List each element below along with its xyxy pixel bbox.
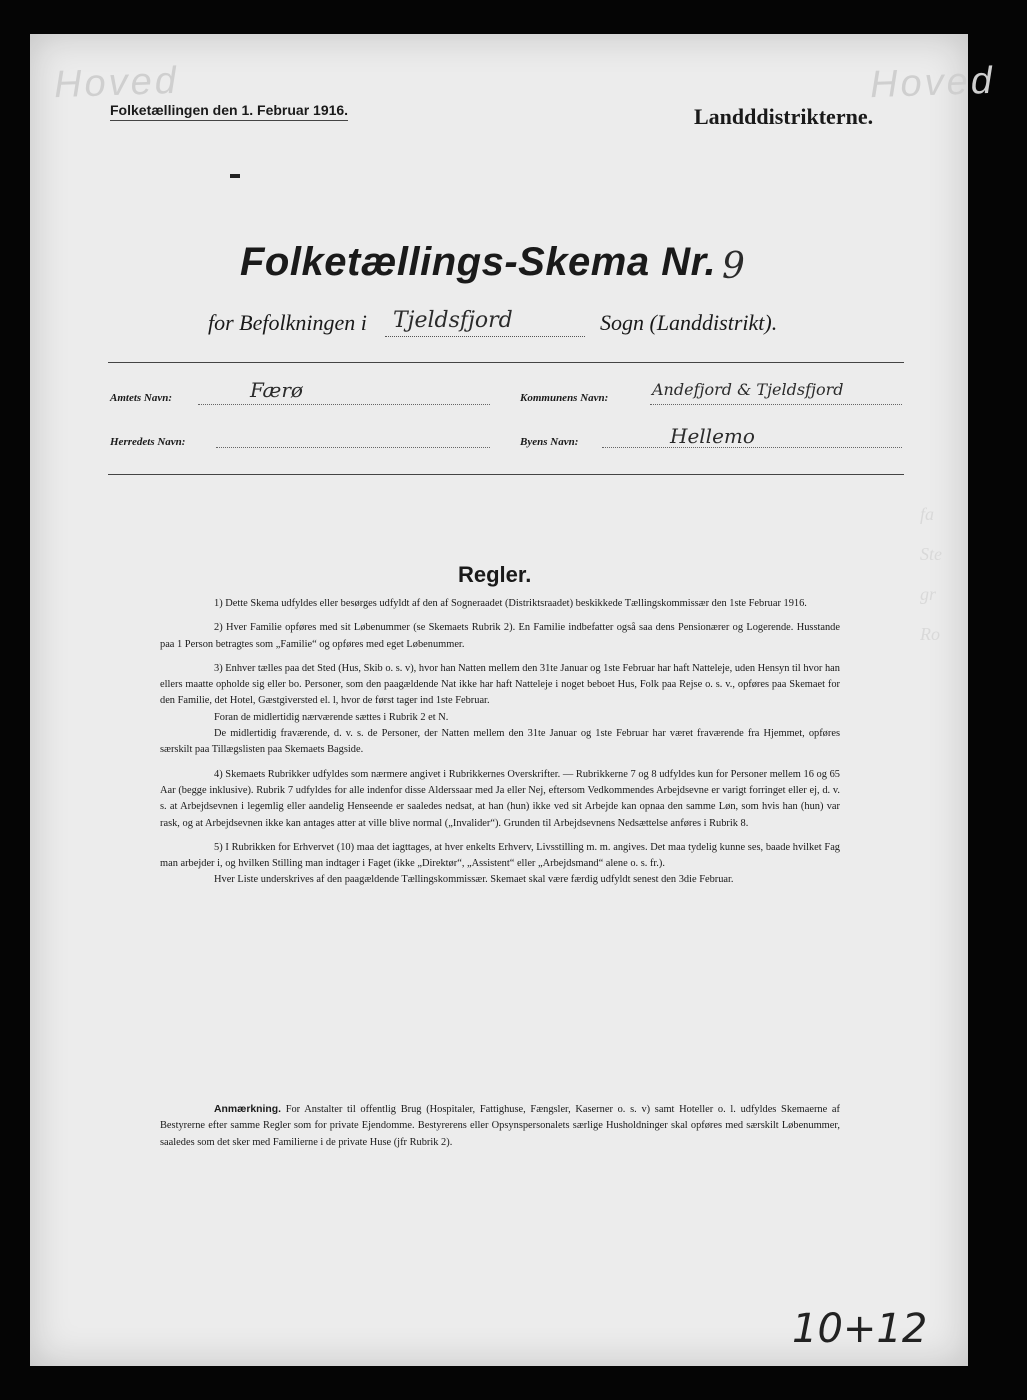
by-label: Byens Navn: xyxy=(520,436,579,448)
herred-label: Herredets Navn: xyxy=(110,436,186,448)
ghost-bleedthrough-text: Hoved xyxy=(53,59,180,107)
kommune-value: Andefjord & Tjeldsfjord xyxy=(652,380,844,399)
rule-signature: Hver Liste underskrives af den paagældende Tællingskommissær. Skemaet skal være færdig udfyldt senest den 3die Februar. xyxy=(214,874,734,886)
parish-field xyxy=(385,310,585,337)
remark-paragraph xyxy=(160,1102,840,1151)
rule-3-note-absent: De midlertidig fraværende, d. v. s. de Personer, der Natten mellem den 31te Januar og 1ste Februar har været fraværende fra Hjemmet, opføres særskilt paa Tillægslisten paa Skemaets Bagside. xyxy=(160,728,840,756)
subtitle-after: Sogn (Landdistrikt). xyxy=(600,310,778,335)
ghost-bleedthrough-text-right: Hoved xyxy=(869,59,996,107)
rule-5: 5) I Rubrikken for Erhvervet (10) maa det iagttages, at hver enkelts Erhverv, Livsstilling m. m. angives. Det maa tydelig kunne ses, baade hvilket Fag man arbejder i, og hvilken Stilling man indtager i Faget (ikke „Direktør“, „Assistent“ eller „Arbejdsmand“ alene o. s. fr.). xyxy=(160,841,840,870)
district-type: Landddistrikterne. xyxy=(694,104,874,129)
parish-value: Tjeldsfjord xyxy=(393,308,513,333)
remark-label: Anmærkning. xyxy=(214,1104,281,1115)
amt-value: Færø xyxy=(250,378,303,402)
census-date-line: Folketællingen den 1. Februar 1916. xyxy=(110,102,348,121)
kommune-line xyxy=(650,404,902,405)
rule-1: 1) Dette Skema udfyldes eller besørges udfyldt af den af Sogneraadet (Distriktsraadet) beskikkede Tællingskommissær den 1ste Februar 1916. xyxy=(214,598,807,609)
remark-text: For Anstalter til offentlig Brug (Hospitaler, Fattighuse, Fængsler, Kaserner o. s. v) samt Hoteller o. l. udfyldes Skemaerne af Bestyrerne efter samme Regler som for private Ejendomme. Bestyrerens eller Opsynspersonalets særlige Husholdninger skal opføres med særskilt Løbenummer, saaledes som det sker med Familierne i de private Huse (jfr Rubrik 2). xyxy=(160,1104,840,1148)
rule-2: 2) Hver Familie opføres med sit Løbenummer (se Skemaets Rubrik 2). En Familie indbefatter også saa dens Pensionærer og Logerende. Husstande paa 1 Person betragtes som „Familie“ og opføres med eget Løbenummer. xyxy=(160,622,840,650)
amt-line xyxy=(198,404,490,405)
rule-3-note-present: Foran de midlertidig nærværende sættes i Rubrik 2 et N. xyxy=(214,711,449,723)
rule-4: 4) Skemaets Rubrikker udfyldes som nærmere angivet i Rubrikkernes Overskrifter. — Rubrikkerne 7 og 8 udfyldes kun for Personer mellem 16 og 65 Aar (begge inklusive). Rubrik 7 udfyldes for alle indenfor disse Alderssaar med Ja eller Nej, eftersom Vedkommendes Arbejdsevne er varigt forringet eller ej, d. v. s. at Arbejdsevnen i legemlig eller aandelig Henseende er saaledes nedsat, at han (hun) ikke ved sit Arbejde kan opnaa den samme Løn, som hvis han (hun) var rask, og at Arbejdsevnen ikke kan antages atter at ville blive normal („Invalider“). Grunden til Arbejdsevnens Nedsættelse anføres i Rubrik 8. xyxy=(160,768,840,829)
census-form-page xyxy=(30,34,996,1366)
divider-bottom xyxy=(108,474,904,475)
page-number-handwritten: 10+12 xyxy=(792,1306,928,1352)
rule-3: 3) Enhver tælles paa det Sted (Hus, Skib o. s. v), hvor han Natten mellem den 31te Januar og 1ste Februar har haft Natteleje, uden Hensyn til hvor han ellers maatte opholde sig eller bo. Personer, som den paagældende Nat ikke har haft Natteleje i noget beboet Hus, Folk paa Rejse o. s. v., opføres paa Skemaet for den Familie, det Hotel, Gæstgiversted el. l, hvor de først tager ind 1ste Februar. xyxy=(160,662,840,707)
herred-line xyxy=(216,447,490,448)
remark-section xyxy=(160,1102,840,1151)
rules-list xyxy=(160,596,840,897)
ghost-side-text: fa Ste gr Ro xyxy=(920,504,942,644)
rules-heading: Regler. xyxy=(458,562,532,587)
kommune-label: Kommunens Navn: xyxy=(520,392,609,404)
by-value: Hellemo xyxy=(670,424,755,448)
subtitle-before: for Befolkningen i xyxy=(208,310,367,335)
ink-mark xyxy=(230,174,240,178)
form-title: Folketællings-Skema Nr. xyxy=(240,240,717,284)
divider-top xyxy=(108,362,904,363)
form-number-handwritten: 9 xyxy=(722,246,745,287)
amt-label: Amtets Navn: xyxy=(110,392,173,404)
